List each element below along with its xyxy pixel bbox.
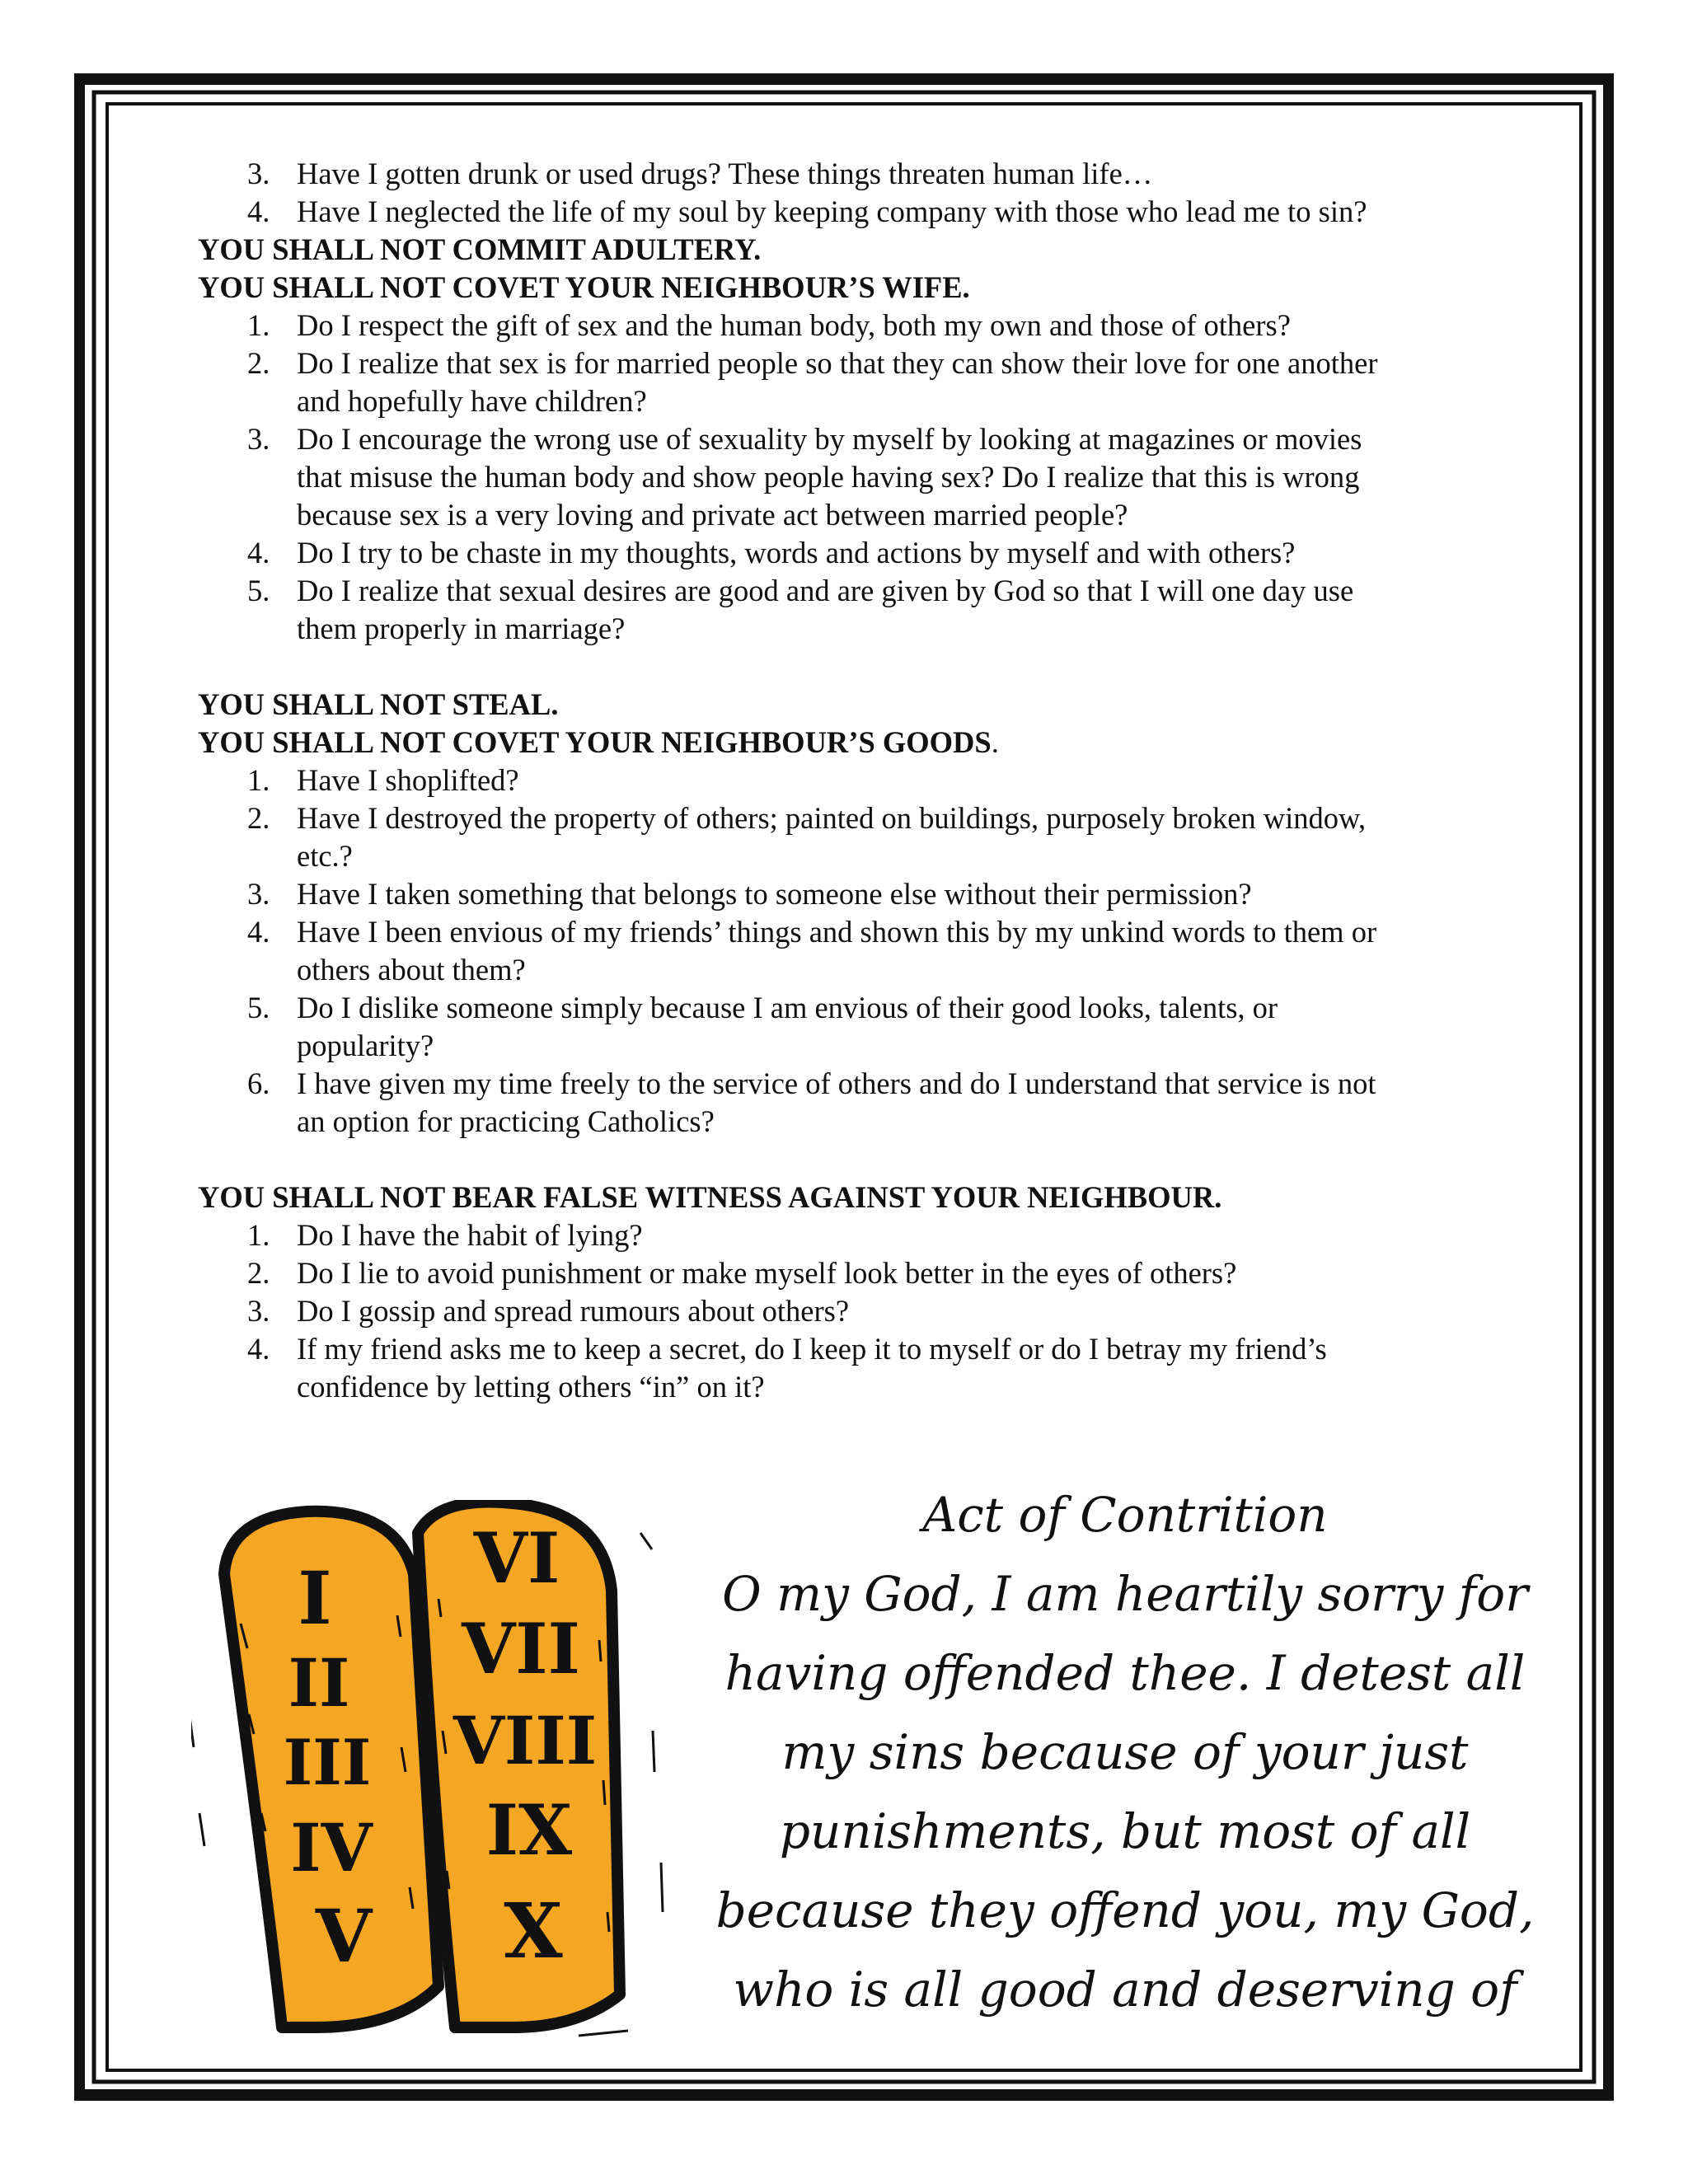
question-number: 2.	[247, 346, 270, 380]
act-of-contrition	[701, 1475, 1550, 2029]
question-number: 6.	[247, 1066, 270, 1100]
ten-commandments-tablets-illustration	[191, 1500, 686, 2044]
tablet-numeral: IX	[485, 1789, 573, 1871]
question-item	[198, 875, 1508, 913]
question-text: Do I respect the gift of sex and the human body, both my own and those of others?	[297, 308, 1291, 342]
question-text: Do I realize that sexual desires are good and are given by God so that I will one day use	[297, 574, 1354, 607]
question-list	[198, 1216, 1508, 1406]
section-heading: YOU SHALL NOT STEAL.	[198, 687, 559, 721]
question-text: etc.?	[297, 839, 353, 873]
tablet-numeral: I	[298, 1555, 332, 1641]
question-text: Do I try to be chaste in my thoughts, words and actions by myself and with others?	[297, 536, 1296, 569]
question-text: others about them?	[297, 953, 526, 987]
question-text: Do I dislike someone simply because I am envious of their good looks, talents, or	[297, 991, 1278, 1024]
section-heading: YOU SHALL NOT COVET YOUR NEIGHBOUR’S GOODS.	[198, 725, 999, 759]
examination-of-conscience	[198, 155, 1508, 1406]
question-number: 3.	[247, 877, 270, 911]
prayer-line: O my God, I am heartily sorry for	[722, 1566, 1528, 1622]
prayer-line: because they offend you, my God,	[715, 1882, 1535, 1938]
question-item	[198, 762, 1508, 799]
question-item	[198, 572, 1508, 648]
prayer-title: Act of Contrition	[922, 1487, 1328, 1543]
section	[198, 1179, 1508, 1406]
question-text: because sex is a very loving and private act between married people?	[297, 498, 1128, 532]
question-text: Have I destroyed the property of others; painted on buildings, purposely broken window,	[297, 801, 1367, 835]
question-number: 2.	[247, 801, 270, 835]
tablet-numeral: V	[315, 1893, 373, 1979]
question-text: an option for practicing Catholics?	[297, 1104, 715, 1138]
question-item	[198, 1292, 1508, 1330]
question-item	[198, 534, 1508, 572]
question-text: Do I encourage the wrong use of sexuality by myself by looking at magazines or movies	[297, 422, 1362, 456]
question-number: 5.	[247, 991, 270, 1024]
question-list	[198, 762, 1508, 1141]
question-number: 4.	[247, 1332, 270, 1366]
tablet-numeral: VIII	[452, 1702, 598, 1779]
question-item	[198, 1065, 1508, 1141]
question-text: Have I taken something that belongs to someone else without their permission?	[297, 877, 1252, 911]
section	[198, 155, 1508, 231]
tablet-numeral: VII	[462, 1608, 580, 1690]
question-item	[198, 1216, 1508, 1254]
question-text: confidence by letting others “in” on it?	[297, 1370, 765, 1404]
question-item	[198, 420, 1508, 534]
question-number: 3.	[247, 422, 270, 456]
section-heading: YOU SHALL NOT COVET YOUR NEIGHBOUR’S WIFE.	[198, 270, 970, 304]
question-text: Have I shoplifted?	[297, 763, 519, 797]
question-item	[198, 1330, 1508, 1406]
question-text: Have I gotten drunk or used drugs? These things threaten human life…	[297, 157, 1153, 190]
question-item	[198, 799, 1508, 875]
question-item	[198, 344, 1508, 420]
prayer-line: who is all good and deserving of	[733, 1961, 1517, 2018]
tablet-numeral: II	[288, 1644, 350, 1722]
tablet-numeral: X	[504, 1886, 563, 1975]
question-item	[198, 307, 1508, 344]
section	[198, 231, 1508, 648]
question-number: 1.	[247, 763, 270, 797]
question-text: I have given my time freely to the service of others and do I understand that service is not	[297, 1066, 1376, 1100]
question-number: 4.	[247, 536, 270, 569]
tablet-numeral: III	[283, 1726, 372, 1799]
question-item	[198, 989, 1508, 1065]
question-item	[198, 155, 1508, 193]
tablet-numeral: VI	[473, 1517, 560, 1599]
question-number: 4.	[247, 915, 270, 949]
question-text: that misuse the human body and show people having sex? Do I realize that this is wrong	[297, 460, 1360, 494]
section-heading: YOU SHALL NOT BEAR FALSE WITNESS AGAINST YOUR NEIGHBOUR.	[198, 1180, 1222, 1214]
question-number: 1.	[247, 308, 270, 342]
tablet-numeral: IV	[290, 1809, 373, 1886]
question-number: 5.	[247, 574, 270, 607]
question-item	[198, 1254, 1508, 1292]
question-text: If my friend asks me to keep a secret, do I keep it to myself or do I betray my friend’s	[297, 1332, 1327, 1366]
question-text: Do I realize that sex is for married people so that they can show their love for one another	[297, 346, 1378, 380]
question-text: and hopefully have children?	[297, 384, 647, 418]
question-text: popularity?	[297, 1029, 434, 1062]
question-item	[198, 913, 1508, 989]
question-text: Have I neglected the life of my soul by keeping company with those who lead me to sin?	[297, 194, 1367, 228]
question-number: 1.	[247, 1218, 270, 1252]
question-number: 3.	[247, 157, 270, 190]
question-list	[198, 307, 1508, 648]
question-list	[198, 155, 1508, 231]
prayer-line: my sins because of your just	[781, 1724, 1469, 1780]
section	[198, 686, 1508, 1141]
prayer-line: punishments, but most of all	[779, 1803, 1471, 1859]
question-text: Do I have the habit of lying?	[297, 1218, 643, 1252]
prayer-line: having offended thee. I detest all	[724, 1645, 1526, 1701]
question-number: 4.	[247, 194, 270, 228]
prayer-text	[701, 1554, 1550, 2029]
question-number: 2.	[247, 1256, 270, 1290]
question-text: Have I been envious of my friends’ things and shown this by my unkind words to them or	[297, 915, 1377, 949]
question-text: them properly in marriage?	[297, 612, 626, 645]
question-text: Do I lie to avoid punishment or make myself look better in the eyes of others?	[297, 1256, 1237, 1290]
question-item	[198, 193, 1508, 231]
section-heading: YOU SHALL NOT COMMIT ADULTERY.	[198, 232, 762, 266]
question-text: Do I gossip and spread rumours about others?	[297, 1294, 850, 1328]
question-number: 3.	[247, 1294, 270, 1328]
